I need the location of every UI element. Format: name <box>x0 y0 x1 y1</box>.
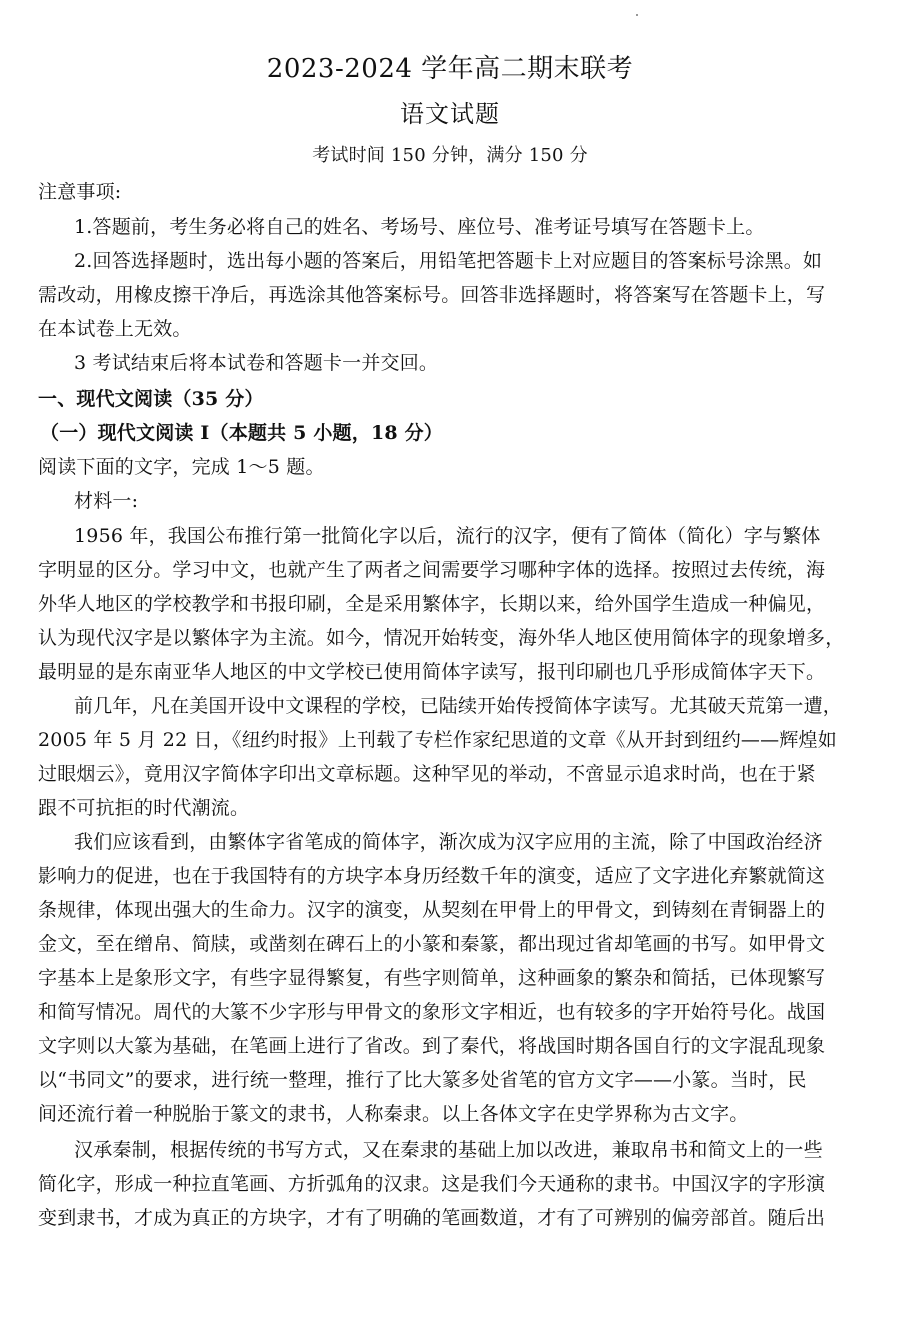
passage-line: 过眼烟云》，竟用汉字简体字印出文章标题。这种罕见的举动，不啻显示追求时尚，也在于紧 <box>38 763 816 785</box>
subject-title: 语文试题 <box>400 100 500 128</box>
passage-line: 金文，至在缯帛、简牍，或凿刻在碑石上的小篆和秦篆，都出现过省却笔画的书写。如甲骨文 <box>38 933 826 955</box>
section-heading: 一、现代文阅读（35 分） <box>38 388 264 410</box>
notice-item-1: 1.答题前，考生务必将自己的姓名、考场号、座位号、准考证号填写在答题卡上。 <box>74 216 765 238</box>
passage-line: 字基本上是象形文字，有些字显得繁复，有些字则简单，这种画象的繁杂和简括，已体现繁写 <box>38 967 826 989</box>
passage-line: 认为现代汉字是以繁体字为主流。如今，情况开始转变，海外华人地区使用简体字的现象增多， <box>38 627 845 649</box>
passage-line: 影响力的促进，也在于我国特有的方块字本身历经数千年的演变，适应了文字进化弃繁就简这 <box>38 865 826 887</box>
reading-instruction: 阅读下面的文字，完成 1～5 题。 <box>38 456 325 478</box>
exam-title: 2023-2024 学年高二期末联考 <box>266 54 634 84</box>
passage-line: 最明显的是东南亚华人地区的中文学校已使用简体字读写，报刊印刷也几乎形成简体字天下。 <box>38 661 826 683</box>
passage-line: 外华人地区的学校教学和书报印刷，全是采用繁体字，长期以来，给外国学生造成一种偏见， <box>38 593 826 615</box>
passage-line: 汉承秦制，根据传统的书写方式，又在秦隶的基础上加以改进，兼取帛书和简文上的一些 <box>74 1139 823 1161</box>
passage-line: 以“书同文”的要求，进行统一整理，推行了比大篆多处省笔的官方文字——小篆。当时，民 <box>38 1069 807 1091</box>
notice-item-2-line-2: 需改动，用橡皮擦干净后，再选涂其他答案标号。回答非选择题时，将答案写在答题卡上，写 <box>38 284 826 306</box>
notice-item-2-line-3: 在本试卷上无效。 <box>38 318 192 340</box>
material-label: 材料一: <box>74 490 139 512</box>
scan-speck <box>636 14 638 16</box>
passage-line: 和简写情况。周代的大篆不少字形与甲骨文的象形文字相近，也有较多的字开始符号化。战国 <box>38 1001 826 1023</box>
exam-info: 考试时间 150 分钟，满分 150 分 <box>312 145 588 166</box>
passage-line: 前几年，凡在美国开设中文课程的学校，已陆续开始传授简体字读写。尤其破天荒第一遭， <box>74 695 843 717</box>
passage-line: 2005 年 5 月 22 日，《纽约时报》上刊载了专栏作家纪思道的文章《从开封到纽约——辉煌如 <box>38 729 837 751</box>
notice-heading: 注意事项: <box>38 181 122 203</box>
passage-line: 字明显的区分。学习中文，也就产生了两者之间需要学习哪种字体的选择。按照过去传统，海 <box>38 559 826 581</box>
passage-line: 简化字，形成一种拉直笔画、方折弧角的汉隶。这是我们今天通称的隶书。中国汉字的字形演 <box>38 1173 826 1195</box>
passage-line: 变到隶书，才成为真正的方块字，才有了明确的笔画数道，才有了可辨别的偏旁部首。随后出 <box>38 1207 826 1229</box>
notice-item-3: 3 考试结束后将本试卷和答题卡一并交回。 <box>74 352 439 374</box>
passage-line: 1956 年，我国公布推行第一批简化字以后，流行的汉字，便有了简体（简化）字与繁体 <box>74 525 821 547</box>
passage-line: 间还流行着一种脱胎于篆文的隶书，人称秦隶。以上各体文字在史学界称为古文字。 <box>38 1103 749 1125</box>
passage-line: 条规律，体现出强大的生命力。汉字的演变，从契刻在甲骨上的甲骨文，到铸刻在青铜器上的 <box>38 899 826 921</box>
passage-line: 我们应该看到，由繁体字省笔成的简体字，渐次成为汉字应用的主流，除了中国政治经济 <box>74 831 823 853</box>
notice-item-2-line-1: 2.回答选择题时，选出每小题的答案后，用铅笔把答题卡上对应题目的答案标号涂黑。如 <box>74 250 823 272</box>
passage-line: 文字则以大篆为基础，在笔画上进行了省改。到了秦代，将战国时期各国自行的文字混乱现象 <box>38 1035 826 1057</box>
passage-line: 跟不可抗拒的时代潮流。 <box>38 797 250 819</box>
section-subheading: （一）现代文阅读 I（本题共 5 小题，18 分） <box>40 422 444 444</box>
